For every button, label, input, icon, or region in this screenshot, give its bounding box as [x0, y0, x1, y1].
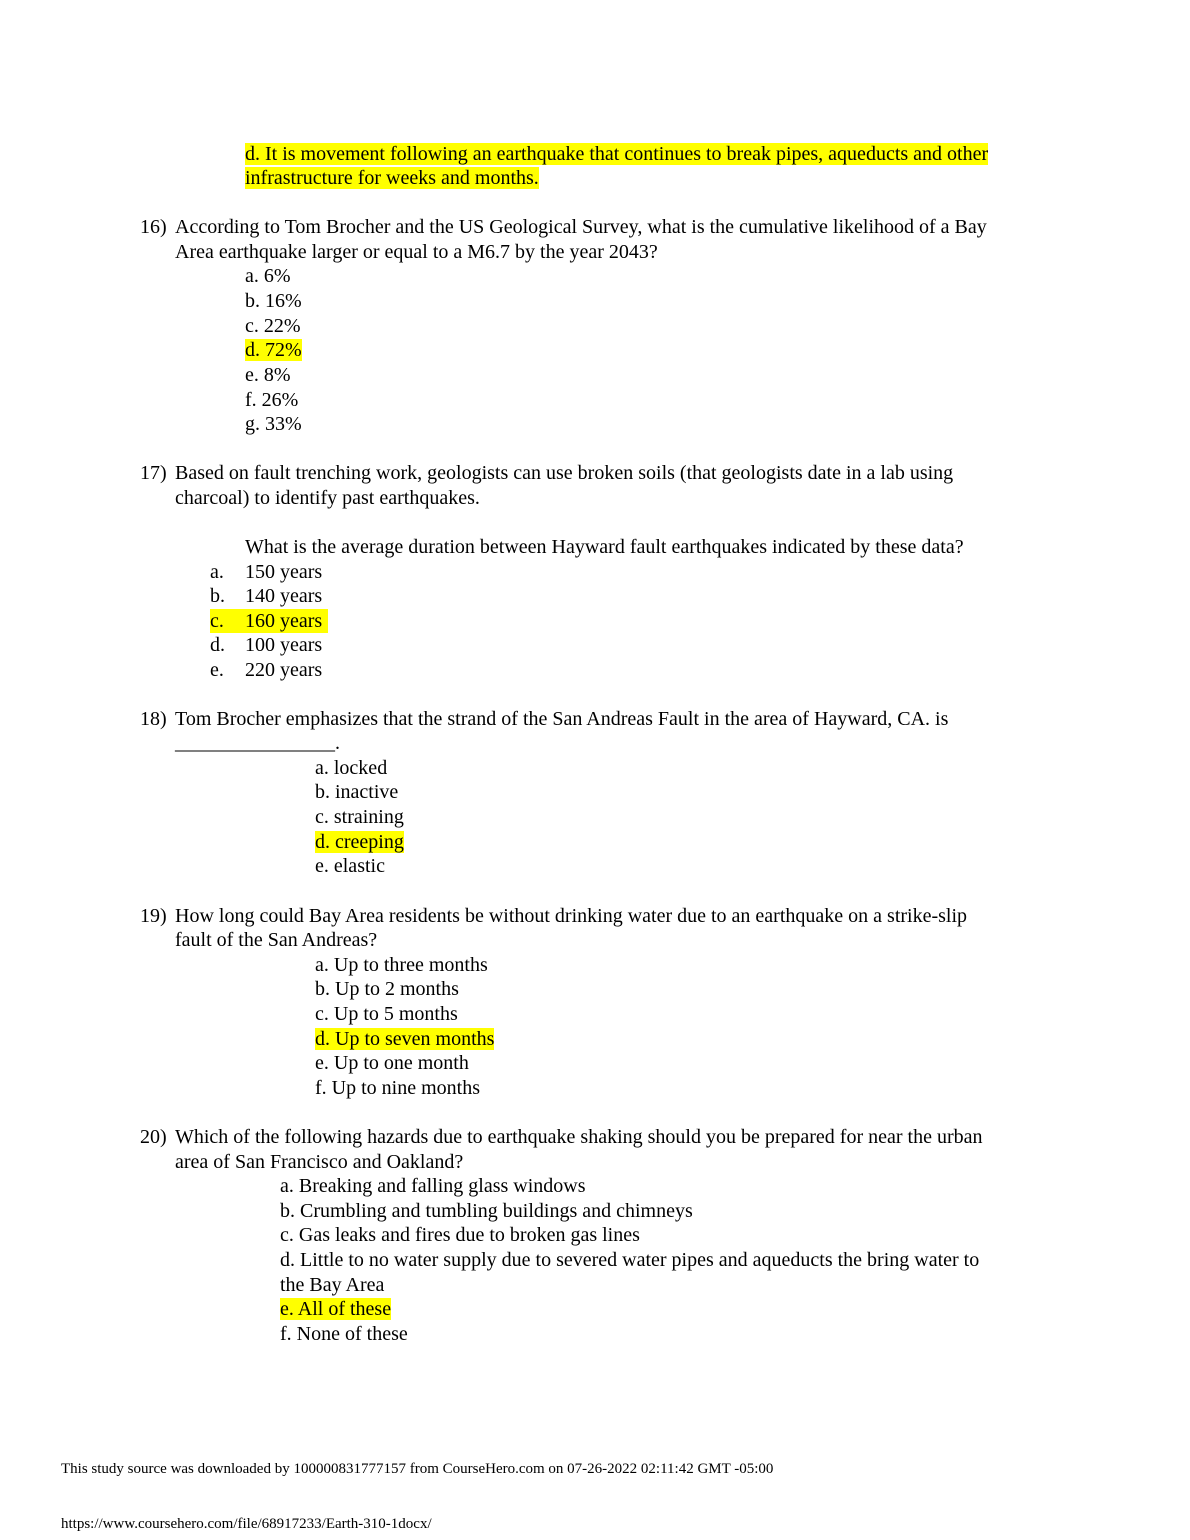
q19-option-b: b. Up to 2 months [315, 978, 459, 1000]
q16-option-d-answer: d. 72% [245, 339, 302, 361]
question-19-text-line-2: fault of the San Andreas? [175, 929, 378, 951]
q17-option-c: 160 years [245, 610, 323, 632]
question-17-number: 17) [140, 462, 167, 484]
q17-option-d: 100 years [245, 634, 323, 656]
q16-option-f: f. 26% [245, 389, 299, 411]
q20-option-b: b. Crumbling and tumbling buildings and chimneys [280, 1200, 693, 1222]
prev-answer-line-2: infrastructure for weeks and months. [245, 167, 539, 189]
question-16-text-line-1: According to Tom Brocher and the US Geological Survey, what is the cumulative likelihood of a Bay [175, 216, 987, 238]
q19-option-e: e. Up to one month [315, 1052, 469, 1074]
download-notice: This study source was downloaded by 100000831777157 from CourseHero.com on 07-26-2022 02:11:42 GMT -05:00 [61, 1461, 774, 1477]
q17-option-e: 220 years [245, 659, 323, 681]
q20-option-d-line-2: the Bay Area [280, 1274, 385, 1296]
q20-option-d-line-1: d. Little to no water supply due to severed water pipes and aqueducts the bring water to [280, 1249, 980, 1271]
q18-option-e: e. elastic [315, 855, 385, 877]
q19-option-d-answer: d. Up to seven months [315, 1028, 495, 1050]
q17-option-a: 150 years [245, 561, 323, 583]
q20-option-a: a. Breaking and falling glass windows [280, 1175, 586, 1197]
q19-option-f: f. Up to nine months [315, 1077, 480, 1099]
q18-option-a: a. locked [315, 757, 388, 779]
q20-option-e-answer: e. All of these [280, 1298, 392, 1320]
source-url[interactable]: https://www.coursehero.com/file/68917233/Earth-310-1docx/ [61, 1516, 432, 1532]
question-20-number: 20) [140, 1126, 167, 1148]
q16-option-b: b. 16% [245, 290, 302, 312]
question-17-subquestion: What is the average duration between Hayward fault earthquakes indicated by these data? [245, 536, 964, 558]
question-18-blank: ________________. [175, 732, 340, 754]
question-20-text-line-1: Which of the following hazards due to earthquake shaking should you be prepared for near the urban [175, 1126, 983, 1148]
q20-option-f: f. None of these [280, 1323, 408, 1345]
q19-option-a: a. Up to three months [315, 954, 488, 976]
q17-letter-a: a. [210, 561, 224, 583]
q20-option-c: c. Gas leaks and fires due to broken gas lines [280, 1224, 640, 1246]
q16-option-e: e. 8% [245, 364, 291, 386]
question-19-number: 19) [140, 905, 167, 927]
question-18-text-line-1: Tom Brocher emphasizes that the strand of the San Andreas Fault in the area of Hayward, CA. is [175, 708, 949, 730]
q19-option-c: c. Up to 5 months [315, 1003, 458, 1025]
q18-option-d-answer: d. creeping [315, 831, 404, 853]
q17-letter-e: e. [210, 659, 224, 681]
q18-option-c: c. straining [315, 806, 404, 828]
q16-option-c: c. 22% [245, 315, 301, 337]
q17-letter-b: b. [210, 585, 225, 607]
q17-letter-c: c. [210, 610, 224, 632]
question-17-text-line-2: charcoal) to identify past earthquakes. [175, 487, 480, 509]
q18-option-b: b. inactive [315, 781, 399, 803]
question-16-number: 16) [140, 216, 167, 238]
q16-option-g: g. 33% [245, 413, 302, 435]
question-18-number: 18) [140, 708, 167, 730]
prev-answer-line-1: d. It is movement following an earthquake that continues to break pipes, aqueducts and other [245, 143, 989, 165]
question-16-text-line-2: Area earthquake larger or equal to a M6.7 by the year 2043? [175, 241, 658, 263]
question-17-text-line-1: Based on fault trenching work, geologists can use broken soils (that geologists date in a lab using [175, 462, 954, 484]
q17-option-c-answer [210, 609, 328, 633]
q16-option-a: a. 6% [245, 265, 291, 287]
q17-option-b: 140 years [245, 585, 323, 607]
q17-letter-d: d. [210, 634, 225, 656]
question-20-text-line-2: area of San Francisco and Oakland? [175, 1151, 464, 1173]
question-19-text-line-1: How long could Bay Area residents be without drinking water due to an earthquake on a strike-slip [175, 905, 968, 927]
